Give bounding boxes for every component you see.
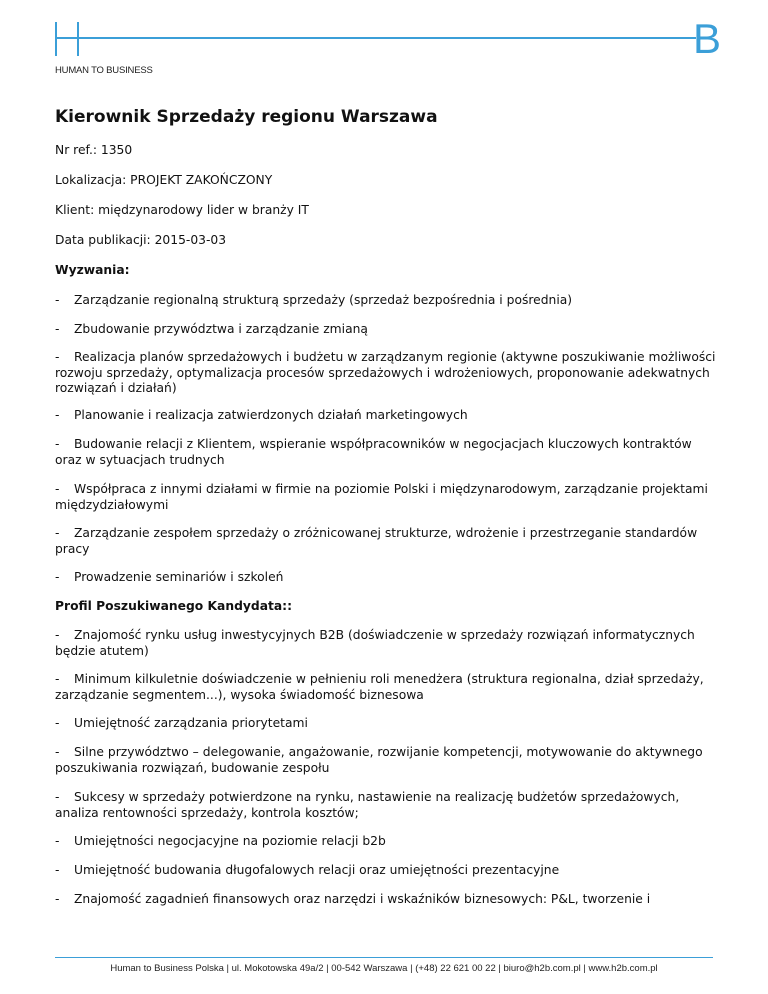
list-item: - Umiejętności negocjacyjne na poziomie relacji b2b bbox=[55, 834, 386, 848]
logo-h-mark bbox=[55, 22, 79, 56]
job-ref: Nr ref.: 1350 bbox=[55, 143, 133, 157]
challenges-heading: Wyzwania: bbox=[55, 263, 130, 277]
list-item: - Silne przywództwo – delegowanie, angażowanie, rozwijanie kompetencji, motywowanie do aktywnego poszukiwania rozwiązań, budowanie zespołu bbox=[55, 745, 703, 775]
list-item: - Umiejętność zarządzania priorytetami bbox=[55, 716, 308, 730]
list-item: - Znajomość zagadnień finansowych oraz narzędzi i wskaźników biznesowych: P&L, tworzenie i bbox=[55, 892, 651, 906]
page-footer: Human to Business Polska | ul. Mokotowska 49a/2 | 00-542 Warszawa | (+48) 22 621 00 22 | biuro@h2b.com.pl | www.h2b.com.pl bbox=[110, 963, 658, 974]
brand-tagline: HUMAN TO BUSINESS bbox=[55, 65, 153, 76]
list-item: - Zbudowanie przywództwa i zarządzanie zmianą bbox=[55, 322, 368, 336]
list-item: - Minimum kilkuletnie doświadczenie w pełnieniu roli menedżera (struktura regionalna, dział sprzedaży, zarządzanie segmentem...), wysoka świadomość biznesowa bbox=[55, 672, 704, 702]
list-item: - Współpraca z innymi działami w firmie na poziomie Polski i międzynarodowym, zarządzanie projektami międzydziałowymi bbox=[55, 482, 708, 512]
job-title: Kierownik Sprzedaży regionu Warszawa bbox=[55, 107, 438, 127]
list-item: - Zarządzanie zespołem sprzedaży o zróżnicowanej strukturze, wdrożenie i przestrzeganie standardów pracy bbox=[55, 526, 698, 556]
list-item: - Prowadzenie seminariów i szkoleń bbox=[55, 570, 284, 584]
logo-b-mark: B bbox=[693, 15, 722, 62]
list-item: - Sukcesy w sprzedaży potwierdzone na rynku, nastawienie na realizację budżetów sprzedażowych, analiza rentowności sprzedaży, kontrola kosztów; bbox=[55, 790, 680, 820]
page-header bbox=[0, 0, 768, 80]
list-item: - Znajomość rynku usług inwestycyjnych B2B (doświadczenie w sprzedaży rozwiązań informatycznych będzie atutem) bbox=[55, 628, 695, 658]
list-item: - Budowanie relacji z Klientem, wspieranie współpracowników w negocjacjach kluczowych kontraktów oraz w sytuacjach trudnych bbox=[55, 437, 692, 467]
profile-heading: Profil Poszukiwanego Kandydata:: bbox=[55, 599, 293, 613]
list-item: - Planowanie i realizacja zatwierdzonych działań marketingowych bbox=[55, 408, 468, 422]
logo-connector-line bbox=[79, 37, 696, 39]
footer-divider bbox=[55, 957, 713, 958]
job-content bbox=[55, 105, 716, 906]
job-client: Klient: międzynarodowy lider w branży IT bbox=[55, 203, 309, 217]
job-published: Data publikacji: 2015-03-03 bbox=[55, 233, 227, 247]
list-item: - Umiejętność budowania długofalowych relacji oraz umiejętności prezentacyjne bbox=[55, 863, 560, 877]
list-item: - Zarządzanie regionalną strukturą sprzedaży (sprzedaż bezpośrednia i pośrednia) bbox=[55, 293, 573, 307]
job-location: Lokalizacja: PROJEKT ZAKOŃCZONY bbox=[55, 173, 273, 187]
list-item: - Realizacja planów sprzedażowych i budżetu w zarządzanym regionie (aktywne poszukiwanie możliwości rozwoju sprzedaży, optymalizacja procesów sprzedażowych i wdrożeniowych, proponowanie adekwatnych rozwiązań i działań) bbox=[55, 350, 716, 395]
